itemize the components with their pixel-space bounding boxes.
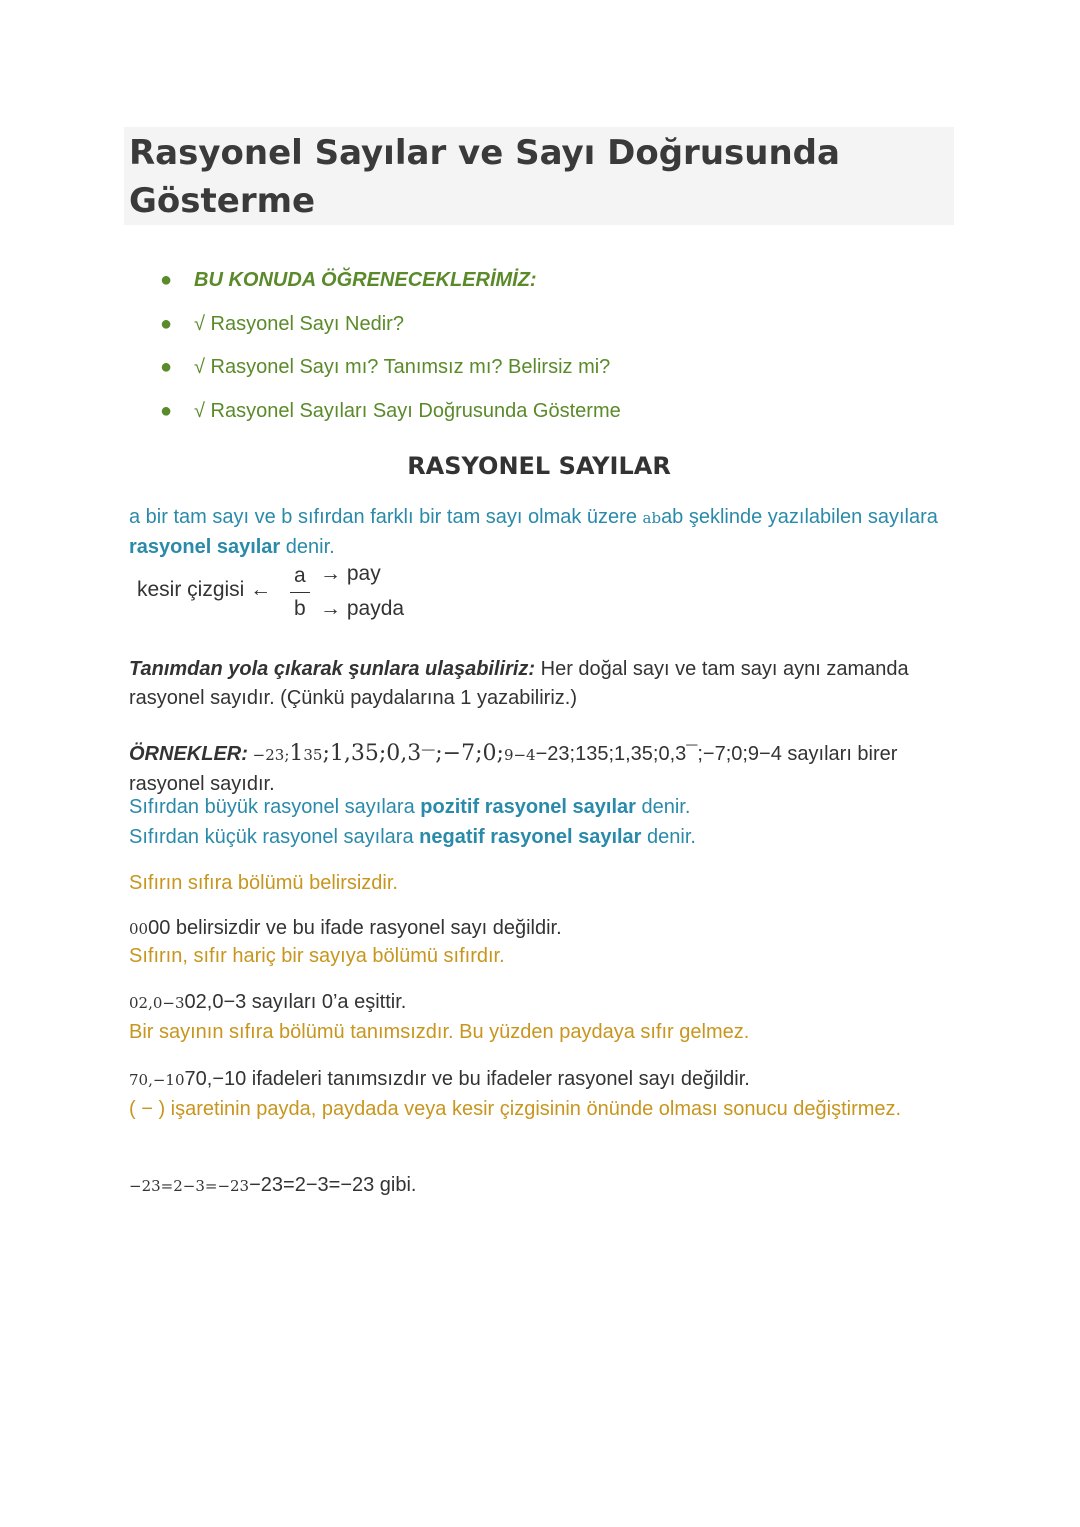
zero-div-line: Sıfırın, sıfır hariç bir sayıya bölümü sıfırdır. (129, 945, 505, 967)
examples-math: −23; (247, 746, 290, 764)
fraction-bar (290, 592, 310, 593)
final-math: −23=2−3=−23 (129, 1177, 250, 1195)
examples-math: ;−7;0; (435, 741, 504, 766)
fraction-diagram (132, 560, 432, 630)
definition-text: denir. (280, 536, 335, 558)
examples-paragraph (129, 736, 949, 799)
negative-text: Sıfırdan küçük rasyonel sayılara (129, 826, 420, 848)
topics-list (160, 262, 920, 436)
definition-term: rasyonel sayılar (129, 536, 281, 558)
positive-text: Sıfırdan büyük rasyonel sayılara (129, 796, 421, 818)
bullet-icon: ● (160, 399, 173, 422)
topics-heading: BU KONUDA ÖĞRENECEKLERİMİZ: (194, 269, 537, 291)
final-text: −23=2−3=−23 gibi. (249, 1174, 417, 1196)
definition-fraction: ab (642, 509, 662, 527)
positive-term: pozitif rasyonel sayılar (420, 796, 636, 818)
examples-text: −23;135;1,35;0,3¯;−7;0;9−4 sayıları birer rasyonel sayıdır. (129, 743, 898, 795)
inference-text: Her doğal sayı ve tam sayı aynı zamanda rasyonel sayıdır. (Çünkü paydalarına 1 yazabiliriz.) (129, 658, 909, 709)
topic-item (160, 393, 920, 437)
definition-text: ab şeklinde yazılabilen sayılara (661, 506, 938, 528)
topic-item-label: √ Rasyonel Sayıları Sayı Doğrusunda Gösterme (194, 399, 621, 422)
zero-result-line (129, 988, 949, 1018)
examples-math: 35 (303, 746, 323, 764)
negative-term: negatif rasyonel sayılar (419, 826, 642, 848)
numerator: a (294, 564, 306, 587)
examples-math: — (421, 742, 436, 758)
positive-text: denir. (635, 796, 691, 818)
page-title: Rasyonel Sayılar ve Sayı Doğrusunda Gösterme (129, 133, 840, 221)
negative-text: denir. (641, 826, 696, 848)
undefined-math: 00 (129, 920, 149, 938)
undefined-line (129, 914, 949, 944)
section-title: RASYONEL SAYILAR (407, 452, 671, 480)
tanimsiz-math: 70,−10 (129, 1071, 185, 1089)
negative-line (129, 823, 949, 852)
tanimsiz-line (129, 1065, 949, 1095)
bullet-icon: ● (160, 312, 173, 335)
topics-heading-item (160, 262, 920, 306)
payda-label: → payda (320, 597, 405, 620)
bullet-icon: ● (160, 356, 173, 378)
topic-item (160, 306, 920, 350)
inference-paragraph (129, 655, 949, 713)
zero-zero-line: Sıfırın sıfıra bölümü belirsizdir. (129, 872, 398, 894)
examples-math: ;1,35;0,3 (322, 741, 422, 766)
topic-item-label: √ Rasyonel Sayı mı? Tanımsız mı? Belirsiz mi? (194, 356, 611, 378)
topic-item-label: √ Rasyonel Sayı Nedir? (194, 312, 404, 335)
fraction-bar-label: kesir çizgisi ← (137, 578, 272, 601)
topic-item (160, 349, 920, 393)
div-zero-line: Bir sayının sıfıra bölümü tanımsızdır. Bu yüzden paydaya sıfır gelmez. (129, 1021, 750, 1043)
positive-line (129, 793, 949, 822)
zero-result-math: 02,0−3 (129, 994, 185, 1012)
zero-result-text: 02,0−3 sayıları 0’a eşittir. (184, 991, 407, 1013)
tanimsiz-text: 70,−10 ifadeleri tanımsızdır ve bu ifadeler rasyonel sayı değildir. (184, 1068, 750, 1090)
sign-note: ( − ) işaretinin payda, paydada veya kesir çizgisinin önünde olması sonucu değiştirmez. (129, 1098, 902, 1120)
final-line (129, 1171, 949, 1201)
inference-heading: Tanımdan yola çıkarak şunlara ulaşabiliriz: (129, 658, 536, 680)
examples-heading: ÖRNEKLER: (129, 743, 248, 765)
definition-paragraph (129, 503, 949, 562)
denominator: b (294, 597, 306, 620)
pay-label: → pay (320, 562, 381, 585)
bullet-icon: ● (160, 269, 173, 291)
definition-text: a bir tam sayı ve b sıfırdan farklı bir tam sayı olmak üzere (129, 506, 643, 528)
examples-math: 1 (289, 741, 304, 766)
undefined-text: 00 belirsizdir ve bu ifade rasyonel sayı değildir. (148, 917, 562, 939)
examples-math: 9−4 (503, 746, 536, 764)
